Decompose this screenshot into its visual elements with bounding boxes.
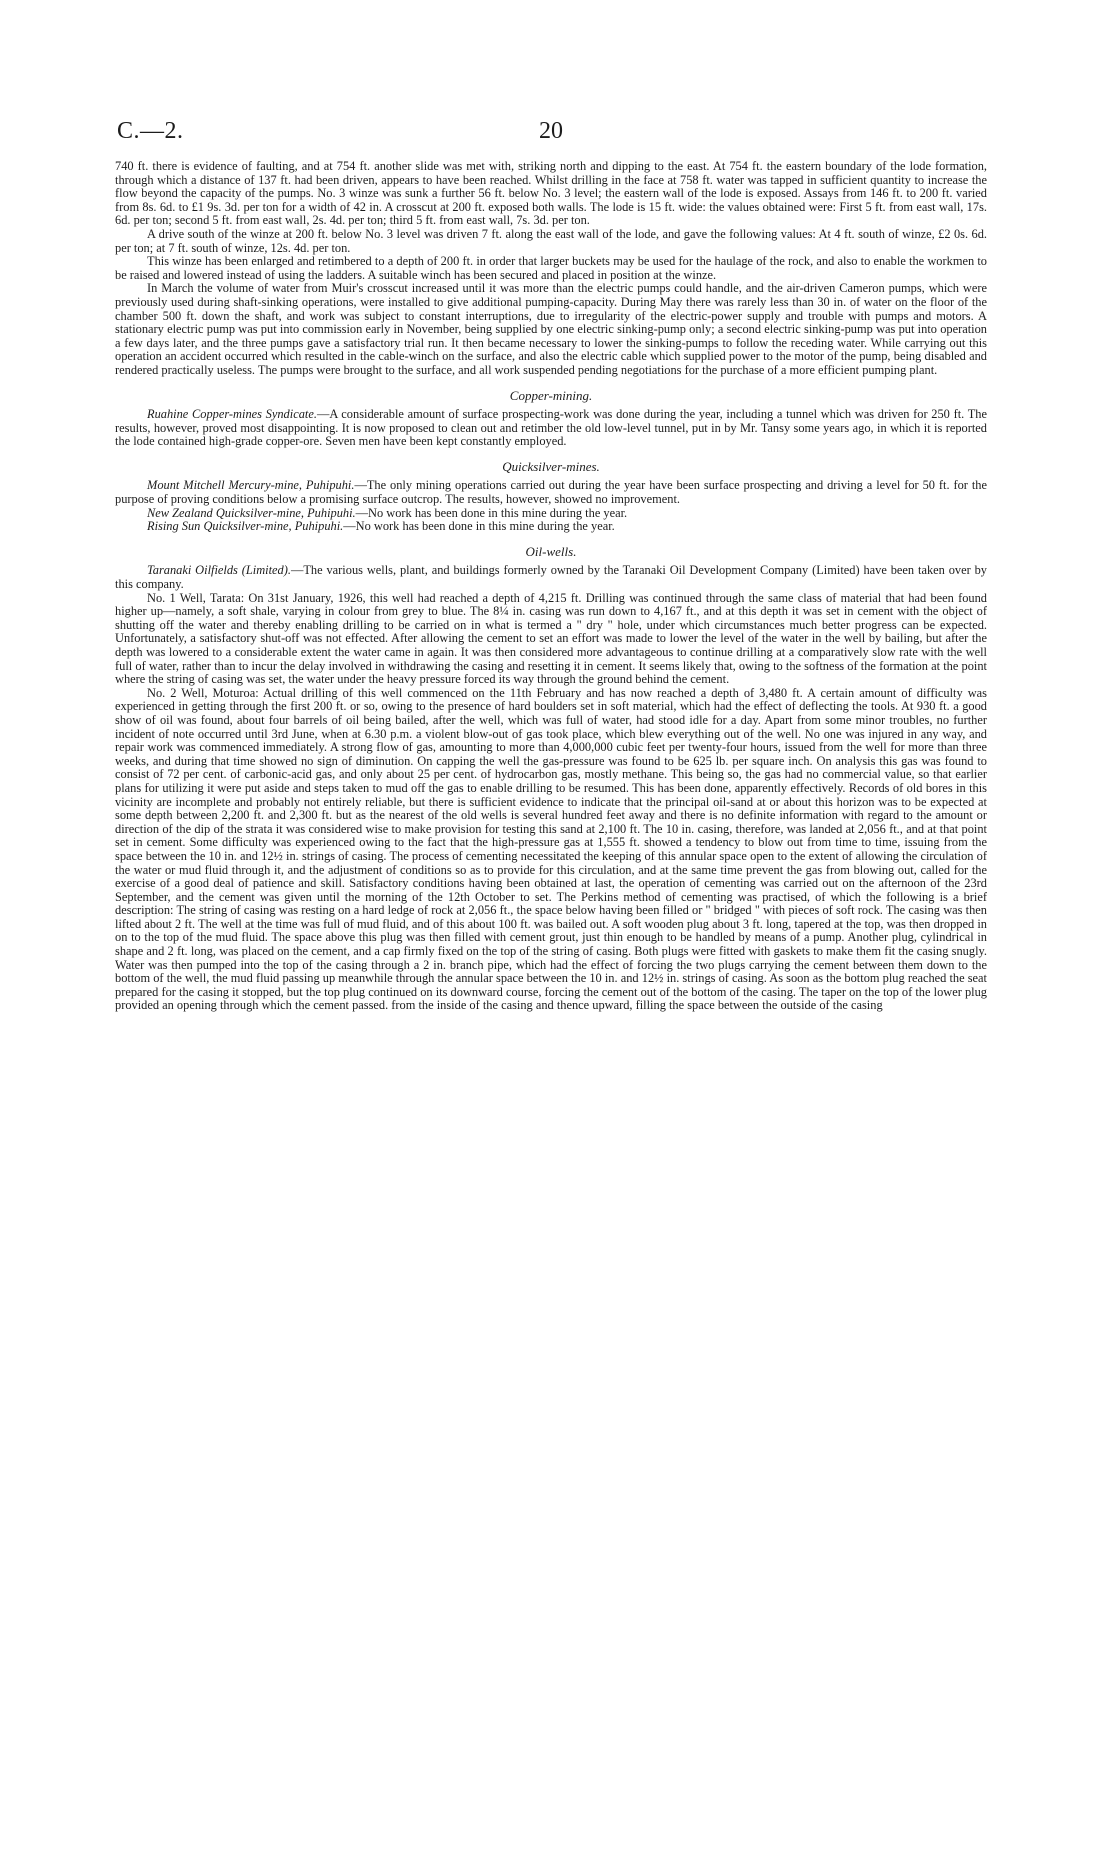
- paragraph-text: —The various wells, plant, and buildings formerly owned by the Taranaki Oil Development Company (Limited) have been taken over by this company.: [115, 563, 987, 592]
- section-heading-quicksilver: Quicksilver-mines.: [502, 458, 600, 474]
- mine-name: Mount Mitchell Mercury-mine, Puhipuhi.: [147, 478, 355, 493]
- paragraph: 740 ft. there is evidence of faulting, and at 754 ft. another slide was met with, striking north and dipping to the east. At 754 ft. the eastern boundary of the lode formation, through which a distance of 137 ft. had been driven, appears to have been reached. Whilst drilling in the face at 758 ft. water was tapped in sufficient quantity to increase the flow beyond the capacity of the pumps. No. 3 winze was sunk a further 56 ft. below No. 3 level; the eastern wall of the lode is exposed. Assays from 146 ft. to 200 ft. varied from 8s. 6d. to £1 9s. 3d. per ton for a width of 42 in. A crosscut at 200 ft. exposed both walls. The lode is 15 ft. wide: the values obtained were: First 5 ft. from east wall, 17s. 6d. per ton; second 5 ft. from east wall, 2s. 4d. per ton; third 5 ft. from east wall, 7s. 3d. per ton.: [115, 159, 987, 228]
- section-heading-oil: Oil-wells.: [525, 543, 577, 559]
- paragraph: A drive south of the winze at 200 ft. below No. 3 level was driven 7 ft. along the east wall of the lode, and gave the following values: At 4 ft. south of winze, £2 0s. 6d. per ton; at 7 ft. south of winze, 12s. 4d. per ton.: [115, 226, 987, 255]
- paragraph: In March the volume of water from Muir's crosscut increased until it was more than the electric pumps could handle, and the air-driven Cameron pumps, which were previously used during shaft-sinking operations, were installed to give additional pumping-capacity. During May there was rarely less than 30 in. of water on the floor of the chamber 500 ft. down the shaft, and work was subject to constant interruptions, due to irregularity of the electric-power supply and trouble with pumps and motors. A stationary electric pump was put into commission early in November, being supplied by one electric sinking-pump only; a second electric sinking-pump was put into operation a few days later, and the three pumps gave a satisfactory trial run. It then became necessary to lower the sinking-pumps to follow the receding water. While carrying out this operation an accident occurred which resulted in the cable-winch on the surface, and also the electric cable which supplied power to the motor of the pump, being disabled and rendered practically useless. The pumps were brought to the surface, and all work suspended pending negotiations for the purchase of a more efficient pumping plant.: [115, 281, 987, 377]
- paragraph: [115, 408, 987, 449]
- paragraph-text: —A considerable amount of surface prospecting-work was done during the year, including a tunnel which was driven for 250 ft. The results, however, proved most disappointing. It is now proposed to clean out and retimber the old low-level tunnel, put in by Mr. Tansy some years ago, in which it is reported the lode contained high-grade copper-ore. Seven men have been kept constantly employed.: [115, 407, 987, 449]
- document-page: [115, 118, 987, 1818]
- document-reference: C.—2.: [117, 118, 184, 144]
- paragraph: [115, 479, 987, 506]
- paragraph-text: —No work has been done in this mine during the year.: [343, 519, 615, 534]
- company-name: Ruahine Copper-mines Syndicate.: [147, 407, 317, 422]
- company-name: Taranaki Oilfields (Limited).: [147, 563, 291, 578]
- document-body: [115, 160, 987, 1013]
- mine-name: Rising Sun Quicksilver-mine, Puhipuhi.: [147, 519, 344, 534]
- paragraph-text: —No work has been done in this mine during the year.: [355, 505, 628, 520]
- page-header: [115, 118, 987, 158]
- mine-name: New Zealand Quicksilver-mine, Puhipuhi.: [147, 505, 356, 520]
- paragraph: No. 1 Well, Tarata: On 31st January, 1926, this well had reached a depth of 4,215 ft. Drilling was continued through the same class of material that had been found higher up—namely, a soft shale, varying in colour from grey to blue. The 8¼ in. casing was run down to 4,167 ft., and at this depth it was set in cement with the object of shutting off the water and thereby enabling drilling to be carried on in what is termed a " dry " hole, under which circumstances much better progress can be expected. Unfortunately, a satisfactory shut-off was not effected. After allowing the cement to set an effort was made to lower the level of the water in the well by bailing, but after the depth was lowered to a considerable extent the water came in again. It was then considered more advantageous to continue drilling at a comparatively slow rate with the well full of water, rather than to incur the delay involved in withdrawing the casing and resetting it in cement. It seems likely that, owing to the softness of the formation at the point where the string of casing was set, the water under the heavy pressure forced its way through the ground behind the cement.: [115, 590, 987, 687]
- section-heading-copper: Copper-mining.: [509, 387, 593, 403]
- paragraph: [115, 520, 987, 534]
- paragraph: This winze has been enlarged and retimbered to a depth of 200 ft. in order that larger buckets may be used for the haulage of the rock, and also to enable the workmen to be raised and lowered instead of using the ladders. A suitable winch has been secured and placed in position at the winze.: [115, 254, 987, 282]
- paragraph: [115, 564, 987, 591]
- paragraph: No. 2 Well, Moturoa: Actual drilling of this well commenced on the 11th February and has now reached a depth of 3,480 ft. A certain amount of difficulty was experienced in getting through the first 200 ft. or so, owing to the presence of hard boulders set in soft material, which had the effect of deflecting the tools. At 930 ft. a good show of oil was found, about four barrels of oil being bailed, after the well, which was full of water, had stood idle for a day. Apart from some minor troubles, no further incident of note occurred until 3rd June, when at 6.30 p.m. a violent blow-out of gas took place, which blew everything out of the well. No one was injured in any way, and repair work was commenced immediately. A strong flow of gas, amounting to more than 4,000,000 cubic feet per twenty-four hours, issued from the well for more than three weeks, and during that time showed no sign of diminution. On capping the well the gas-pressure was found to be 625 lb. per square inch. On analysis this gas was found to consist of 72 per cent. of carbonic-acid gas, and only about 25 per cent. of hydrocarbon gas, mostly methane. This being so, the gas had no commercial value, so that earlier plans for utilizing it were put aside and steps taken to mud off the gas to enable drilling to be resumed. This has been done, apparently effectively. Records of old bores in this vicinity are incomplete and probably not entirely reliable, but there is sufficient evidence to indicate that the principal oil-sand at or about this horizon was to be expected at some depth between 2,200 ft. and 2,300 ft. but as the nearest of the old wells is several hundred feet away and there is no definite information with regard to the amount or direction of the dip of the strata it was considered wise to make provision for testing this sand at 2,100 ft. The 10 in. casing, therefore, was landed at 2,056 ft., and at that point set in cement. Some difficulty was experienced owing to the fact that the high-pressure gas at 1,555 ft. showed a tendency to blow out from time to time, issuing from the space between the 10 in. and 12½ in. strings of casing. The process of cementing necessitated the keeping of this annular space open to the extent of allowing the circulation of the water or mud fluid through it, and the adjustment of conditions so as to provide for this circulation, and at the same time prevent the gas from blowing out, called for the exercise of a good deal of patience and skill. Satisfactory conditions having been obtained at last, the operation of cementing was carried out on the afternoon of the 23rd September, and the cement was given until the morning of the 12th October to set. The Perkins method of cementing was practised, of which the following is a brief description: The string of casing was resting on a hard ledge of rock at 2,056 ft., the space below having been filled or " bridged " with pieces of soft rock. The casing was then lifted about 2 ft. The well at the time was full of mud fluid, and of this about 100 ft. was bailed out. A soft wooden plug about 3 ft. long, tapered at the top, was then dropped in on to the top of the mud fluid. The space above this plug was then filled with cement grout, just thin enough to be handled by means of a pump. Another plug, cylindrical in shape and 2 ft. long, was placed on the cement, and a cap firmly fixed on the top of the string of casing. Both plugs were fitted with gaskets to make them fit the casing snugly. Water was then pumped into the top of the casing through a 2 in. branch pipe, which had the effect of forcing the two plugs carrying the cement between them down to the bottom of the well, the mud fluid passing up meanwhile through the annular space between the 10 in. and 12½ in. strings of casing. As soon as the bottom plug reached the seat prepared for the casing it stopped, but the top plug continued on its downward course, forcing the cement out of the bottom of the casing. The taper on the top of the lower plug provided an opening through which the cement passed. from the inside of the casing and thence upward, filling the space between the outside of the casing: [115, 685, 987, 1013]
- paragraph: [115, 507, 987, 521]
- paragraph-text: —The only mining operations carried out during the year have been surface prospecting and driving a level for 50 ft. for the purpose of proving conditions below a promising surface outcrop. The results, however, showed no improvement.: [115, 478, 987, 507]
- page-number: 20: [539, 118, 563, 144]
